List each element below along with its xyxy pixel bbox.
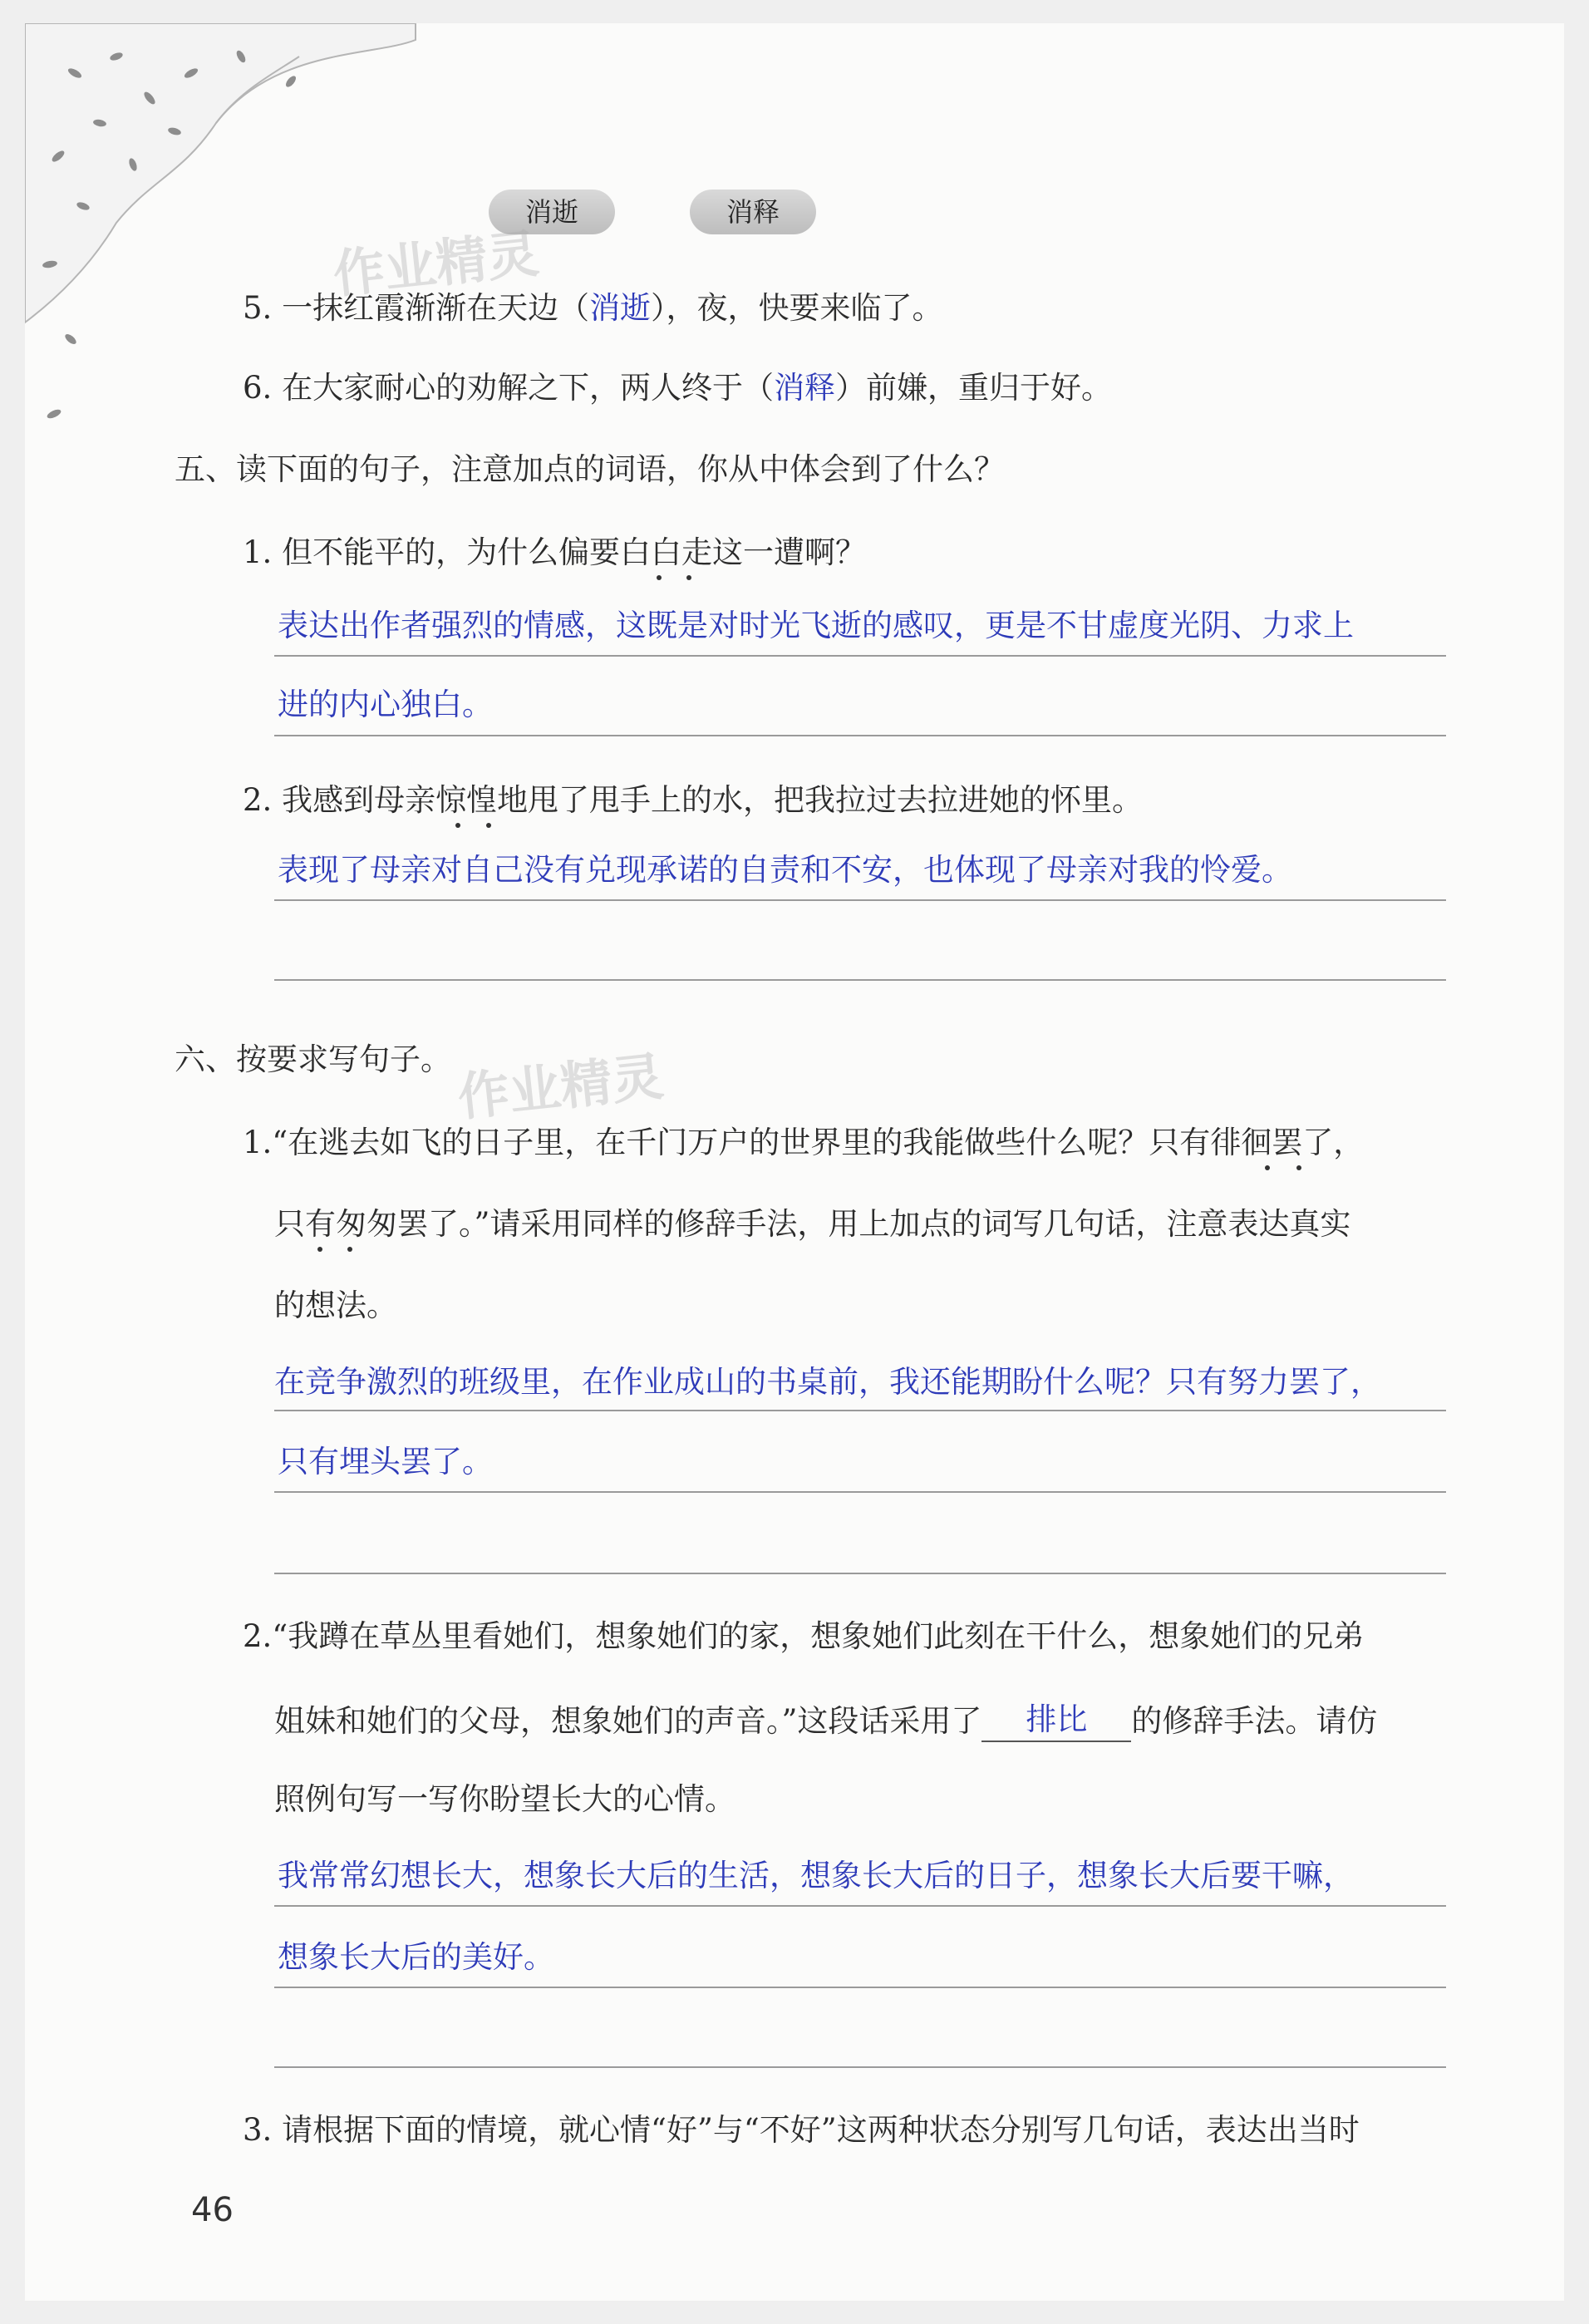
q6-item-1-question-line-1: 1.“在逃去如飞的日子里，在千门万户的世界里的我能做些什么呢？只有徘徊罢了， [243, 1125, 1365, 1160]
q4-item-5-text-before: 5. 一抹红霞渐渐在天边（ [243, 290, 590, 326]
word-tag-1: 消逝 [489, 190, 615, 234]
q6-item-1-answer-line-1: 在竞争激烈的班级里，在作业成山的书桌前，我还能期盼什么呢？只有努力罢了， [274, 1364, 1381, 1400]
q6-item-1-question-line-3: 的想法。 [274, 1288, 397, 1323]
q6-item-3-question: 3. 请根据下面的情境，就心情“好”与“不好”这两种状态分别写几句话，表达出当时 [243, 2112, 1360, 2148]
q4-item-6-answer: 消释 [774, 370, 836, 406]
q6-item-2-text-after: 的修辞手法。请仿 [1131, 1703, 1378, 1739]
answer-line [274, 979, 1446, 981]
emphasis-dot [455, 823, 460, 828]
rhetoric-blank [981, 1699, 1131, 1742]
q4-item-6 [243, 367, 1112, 409]
watermark: 作业精灵 [455, 1046, 667, 1128]
q5-item-1-question: 1. 但不能平的，为什么偏要白白走这一遭啊？ [243, 534, 867, 570]
answer-line [274, 899, 1446, 901]
q6-item-2-question-line-3: 照例句写一写你盼望长大的心情。 [274, 1781, 735, 1817]
q6-item-2-question-line-2 [274, 1699, 1377, 1742]
q6-item-2-answer-line-2: 想象长大后的美好。 [278, 1939, 554, 1975]
q6-item-1-question-line-2: 只有匆匆罢了。”请采用同样的修辞手法，用上加点的词写几句话，注意表达真实 [274, 1206, 1351, 1242]
q6-item-1-answer-line-2: 只有埋头罢了。 [278, 1444, 493, 1480]
watermark: 作业精灵 [330, 223, 542, 305]
q6-heading: 六、按要求写句子。 [175, 1041, 451, 1077]
q6-item-2-question-line-1: 2.“我蹲在草丛里看她们，想象她们的家，想象她们此刻在干什么，想象她们的兄弟 [243, 1618, 1365, 1654]
answer-line [274, 1905, 1446, 1907]
emphasis-dot [1296, 1165, 1301, 1170]
emphasis-dot [657, 575, 662, 580]
q4-item-6-text-after: ）前嫌，重归于好。 [835, 370, 1113, 406]
q6-item-2-blank-answer: 排比 [1026, 1701, 1088, 1737]
answer-line [274, 1987, 1446, 1988]
emphasis-dot [686, 575, 691, 580]
emphasis-dot [1265, 1165, 1270, 1170]
word-tag-2: 消释 [690, 190, 816, 234]
q4-item-5-text-after: ），夜，快要来临了。 [651, 290, 943, 326]
answer-line [274, 735, 1446, 736]
q5-item-1-answer-line-2: 进的内心独白。 [278, 687, 493, 722]
workbook-page [25, 23, 1564, 2301]
q4-item-6-text-before: 6. 在大家耐心的劝解之下，两人终于（ [243, 370, 775, 406]
page-number: 46 [191, 2191, 234, 2229]
answer-line [274, 2066, 1446, 2068]
q6-item-2-answer-line-1: 我常常幻想长大，想象长大后的生活，想象长大后的日子，想象长大后要干嘛， [278, 1858, 1354, 1893]
answer-line [274, 1491, 1446, 1493]
emphasis-dot [347, 1247, 352, 1252]
emphasis-dot [317, 1247, 322, 1252]
emphasis-dot [486, 823, 491, 828]
q4-item-5-answer: 消逝 [589, 290, 652, 326]
q5-item-2-question: 2. 我感到母亲惊惶地甩了甩手上的水，把我拉过去拉进她的怀里。 [243, 782, 1144, 818]
answer-line [274, 1573, 1446, 1574]
q4-item-5 [243, 288, 943, 329]
q5-item-2-answer-line-1: 表现了母亲对自己没有兑现承诺的自责和不安，也体现了母亲对我的怜爱。 [278, 852, 1292, 888]
q6-item-2-text-before: 姐妹和她们的父母，想象她们的声音。”这段话采用了 [274, 1703, 982, 1739]
answer-line [274, 655, 1446, 657]
q5-item-1-answer-line-1: 表达出作者强烈的情感，这既是对时光飞逝的感叹，更是不甘虚度光阴、力求上 [278, 608, 1354, 643]
q5-heading: 五、读下面的句子，注意加点的词语，你从中体会到了什么？ [175, 451, 1005, 487]
answer-line [274, 1410, 1446, 1411]
